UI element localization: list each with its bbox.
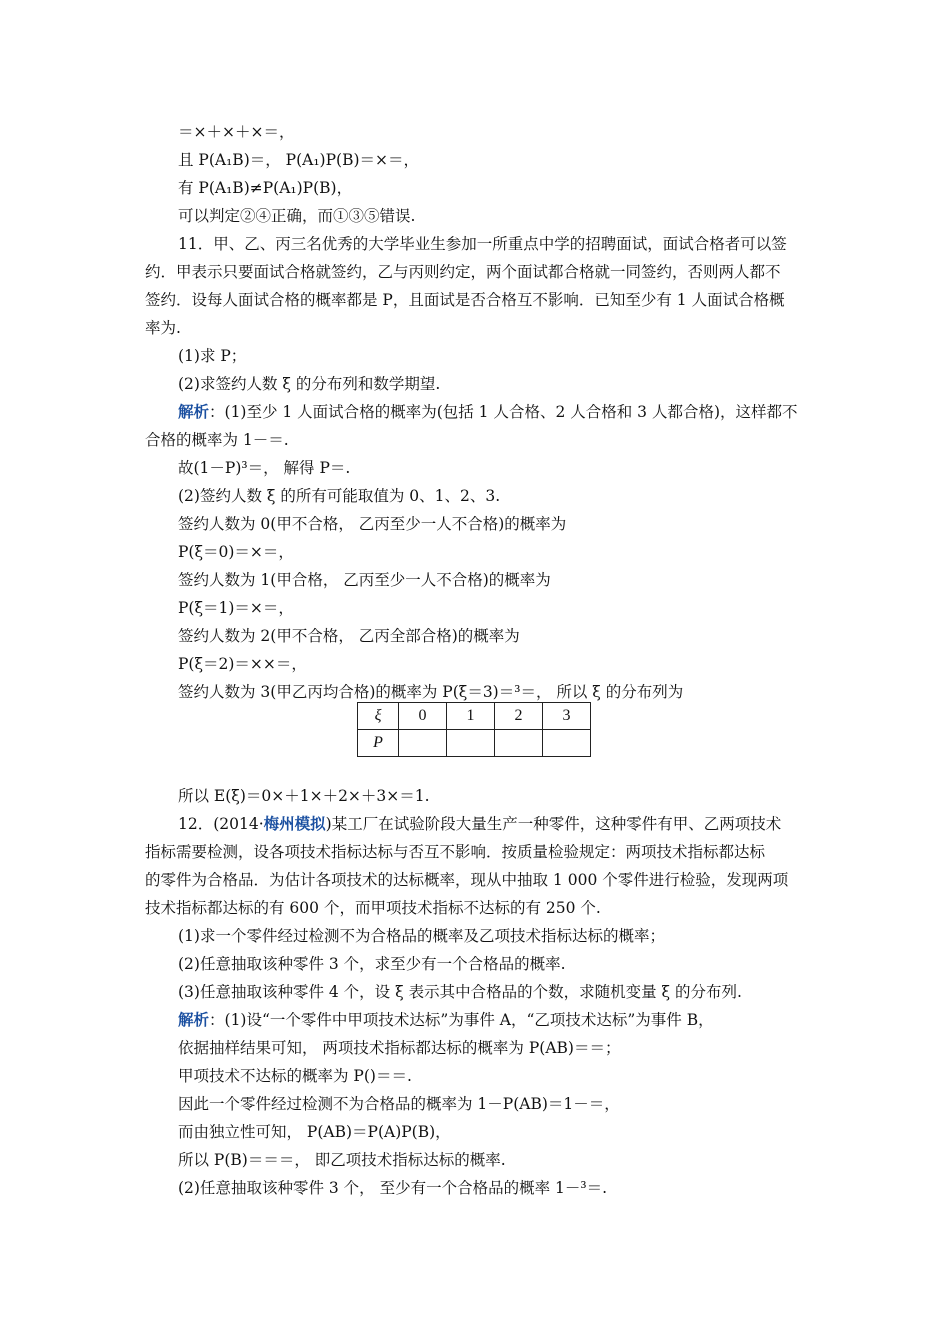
question-3: (3)任意抽取该种零件 4 个，设 ξ 表示其中合格品的个数，求随机变量 ξ 的分布列. (178, 983, 742, 1001)
solution-text: ：(1)设“一个零件中甲项技术达标”为事件 A，“乙项技术达标”为事件 B， (209, 1011, 714, 1029)
problem-12-text: )某工厂在试验阶段大量生产一种零件，这种零件有甲、乙两项技术 (325, 815, 782, 833)
problem-11-heading: 11．甲、乙、丙三名优秀的大学毕业生参加一所重点中学的招聘面试，面试合格者可以签 (178, 235, 787, 253)
table-cell: P (358, 730, 399, 757)
text-line: 约．甲表示只要面试合格就签约，乙与丙则约定，两个面试都合格就一同签约，否则两人都不 (145, 263, 781, 281)
solution-text: ：(1)至少 1 人面试合格的概率为(包括 1 人合格、2 人合格和 3 人都合格)，这样都不 (209, 403, 798, 421)
solution-label: 解析 (178, 1010, 210, 1029)
table-cell: 3 (543, 703, 591, 730)
text-line: 率为. (145, 319, 181, 337)
text-line: 签约人数为 0(甲不合格， 乙丙至少一人不合格)的概率为 (178, 515, 567, 533)
text-line: 可以判定②④正确，而①③⑤错误. (178, 207, 416, 225)
text-line: 依据抽样结果可知， 两项技术指标都达标的概率为 P(AB)＝＝； (178, 1039, 621, 1057)
text-line: P(ξ＝2)＝××＝， (178, 655, 307, 673)
table-cell (399, 730, 447, 757)
question-1: (1)求一个零件经过检测不为合格品的概率及乙项技术指标达标的概率； (178, 927, 665, 945)
text-line: 技术指标都达标的有 600 个，而甲项技术指标不达标的有 250 个. (145, 899, 601, 917)
table-cell (495, 730, 543, 757)
problem-12-prefix: 12．(2014· (178, 815, 264, 833)
text-line: 签约人数为 3(甲乙丙均合格)的概率为 P(ξ＝3)＝³＝， 所以 ξ 的分布列为 (178, 683, 684, 701)
question-2: (2)求签约人数 ξ 的分布列和数学期望. (178, 375, 441, 393)
solution-label: 解析 (178, 402, 210, 421)
solution-line (178, 1010, 714, 1030)
table-cell: 1 (447, 703, 495, 730)
problem-12-heading (178, 814, 781, 834)
text-line: 因此一个零件经过检测不为合格品的概率为 1－P(AB)＝1－＝， (178, 1095, 620, 1113)
text-line: ＝×＋×＋×＝， (178, 123, 295, 141)
solution-line (178, 402, 798, 422)
text-line: (2)签约人数 ξ 的所有可能取值为 0、1、2、3. (178, 487, 501, 505)
text-line: P(ξ＝1)＝×＝， (178, 599, 294, 617)
text-line: 合格的概率为 1－＝. (145, 431, 289, 449)
text-line: 且 P(A₁B)＝， P(A₁)P(B)＝×＝， (178, 151, 420, 169)
table-cell: ξ (358, 703, 399, 730)
text-line: 签约．设每人面试合格的概率都是 P，且面试是否合格互不影响．已知至少有 1 人面试合格概 (145, 291, 785, 309)
table-cell (447, 730, 495, 757)
distribution-table (357, 702, 591, 757)
text-line: 签约人数为 2(甲不合格， 乙丙全部合格)的概率为 (178, 627, 520, 645)
table-cell (543, 730, 591, 757)
text-line: 有 P(A₁B)≠P(A₁)P(B)， (178, 179, 353, 197)
question-2: (2)任意抽取该种零件 3 个，求至少有一个合格品的概率. (178, 955, 566, 973)
text-line: 指标需要检测，设各项技术指标达标与否互不影响．按质量检验规定：两项技术指标都达标 (145, 843, 766, 861)
text-line: 的零件为合格品．为估计各项技术的达标概率，现从中抽取 1 000 个零件进行检验，发现两项 (145, 871, 789, 889)
text-line: 所以 E(ξ)＝0×＋1×＋2×＋3×＝1. (178, 787, 430, 805)
text-line: P(ξ＝0)＝×＝， (178, 543, 294, 561)
text-line: 故(1－P)³＝， 解得 P＝. (178, 459, 351, 477)
table-row (358, 730, 591, 757)
table-cell: 0 (399, 703, 447, 730)
question-1: (1)求 P； (178, 347, 247, 365)
text-line: 而由独立性可知， P(AB)＝P(A)P(B)， (178, 1123, 451, 1141)
text-line: 签约人数为 1(甲合格， 乙丙至少一人不合格)的概率为 (178, 571, 551, 589)
table-cell: 2 (495, 703, 543, 730)
text-line: (2)任意抽取该种零件 3 个， 至少有一个合格品的概率 1－³＝. (178, 1179, 608, 1197)
text-line: 甲项技术不达标的概率为 P()＝＝. (178, 1067, 412, 1085)
source-label: 梅州模拟 (263, 814, 326, 833)
table-row (358, 703, 591, 730)
text-line: 所以 P(B)＝＝＝， 即乙项技术指标达标的概率. (178, 1151, 506, 1169)
